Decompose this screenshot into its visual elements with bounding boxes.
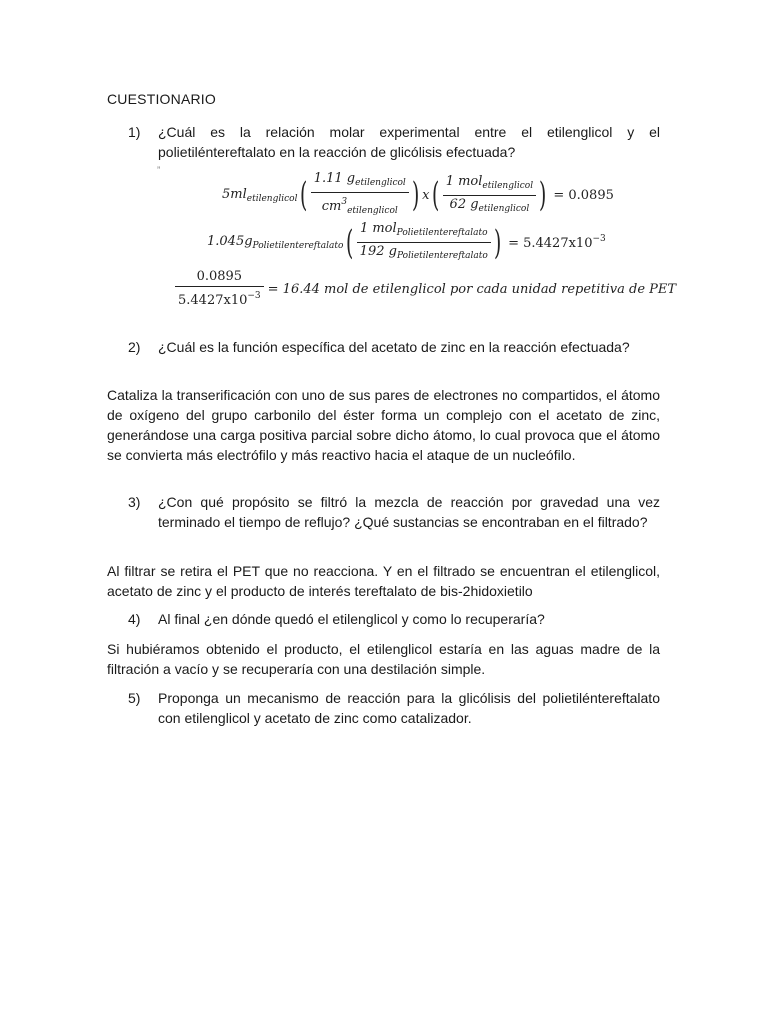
- eq3-fraction: $\frac{0.0895}{5.4427x10^{-3}}$: [175, 268, 264, 310]
- answer-3: Al filtrar se retira el PET que no reacciona. Y en el filtrado se encuentran el etilenglicol, acetato de zinc y el producto de interés tereftalato de bis-2hidoxietilo: [107, 563, 660, 599]
- equation-3: [175, 268, 676, 310]
- eq1-lead: $5ml_{etilenglicol}$: [222, 186, 298, 204]
- question-1-number: 1): [128, 124, 141, 140]
- equation-2: [207, 220, 606, 265]
- eq2-result: = $5.4427x10^{-3}$: [508, 234, 606, 251]
- question-1-text: ¿Cuál es la relación molar experimental entre el etilenglicol y el polietiléntereftalato en la reacción de glicólisis efectuada?: [158, 124, 660, 160]
- page-title: CUESTIONARIO: [107, 91, 216, 107]
- eq1-result: = 0.0895: [553, 187, 614, 203]
- question-5-text: Proponga un mecanismo de reacción para la glicólisis del polietiléntereftalato con etilenglicol y acetato de zinc como catalizador.: [158, 690, 660, 726]
- question-1: [128, 122, 660, 162]
- eq1-paren-close-2: ): [539, 175, 547, 215]
- eq1-fraction-1: $\frac{1.11 g_{etilenglicol}}{cm^3_{etilenglicol}}$: [311, 170, 409, 220]
- question-4: [128, 609, 660, 629]
- answer-4: Si hubiéramos obtenido el producto, el etilenglicol estaría en las aguas madre de la filtración a vacío y se recuperaría con una destilación simple.: [107, 641, 660, 677]
- question-2-number: 2): [128, 339, 141, 355]
- eq1-paren-open-2: (: [432, 175, 440, 215]
- question-2-text: ¿Cuál es la función específica del acetato de zinc en la reacción efectuada?: [158, 339, 630, 355]
- question-5-number: 5): [128, 690, 141, 706]
- eq1-paren-open-1: (: [300, 175, 308, 215]
- eq2-paren-close: ): [493, 222, 502, 263]
- question-5: [128, 688, 660, 728]
- question-3: [128, 492, 660, 532]
- eq2-lead: $1.045g_{Polietilentereftalato}$: [207, 234, 344, 251]
- equation-1: [222, 170, 614, 220]
- eq1-fraction-2: $\frac{1 mol_{etilenglicol}}{62 g_{etilenglicol}}$: [443, 173, 536, 218]
- question-2: [128, 337, 660, 357]
- question-3-number: 3): [128, 494, 141, 510]
- question-4-text: Al final ¿en dónde quedó el etilenglicol y como lo recuperaría?: [158, 611, 545, 627]
- eq2-fraction: $\frac{1 mol_{Polietilentereftalato}}{192 g_{Polietilentereftalato}}$: [357, 220, 491, 265]
- eq1-times: x: [422, 187, 430, 203]
- eq1-paren-close-1: ): [411, 175, 420, 215]
- answer-2: Cataliza la transerificación con uno de sus pares de electrones no compartidos, el átomo de oxígeno del grupo carbonilo del éster forma un complejo con el acetato de zinc, generándose una carga positiva parcial sobre dicho átomo, lo cual provoca que el átomo se convierta más electrófilo y más reactivo hacia el ataque de un nucleófilo.: [107, 387, 660, 463]
- question-3-text: ¿Con qué propósito se filtró la mezcla de reacción por gravedad una vez terminado el tiempo de reflujo? ¿Qué sustancias se encontraban en el filtrado?: [158, 494, 660, 530]
- eq2-paren-open: (: [346, 222, 354, 263]
- stray-mark: ˮ: [157, 166, 161, 177]
- eq3-result: = 16.44 mol de etilenglicol por cada unidad repetitiva de PET: [267, 281, 677, 297]
- question-4-number: 4): [128, 611, 141, 627]
